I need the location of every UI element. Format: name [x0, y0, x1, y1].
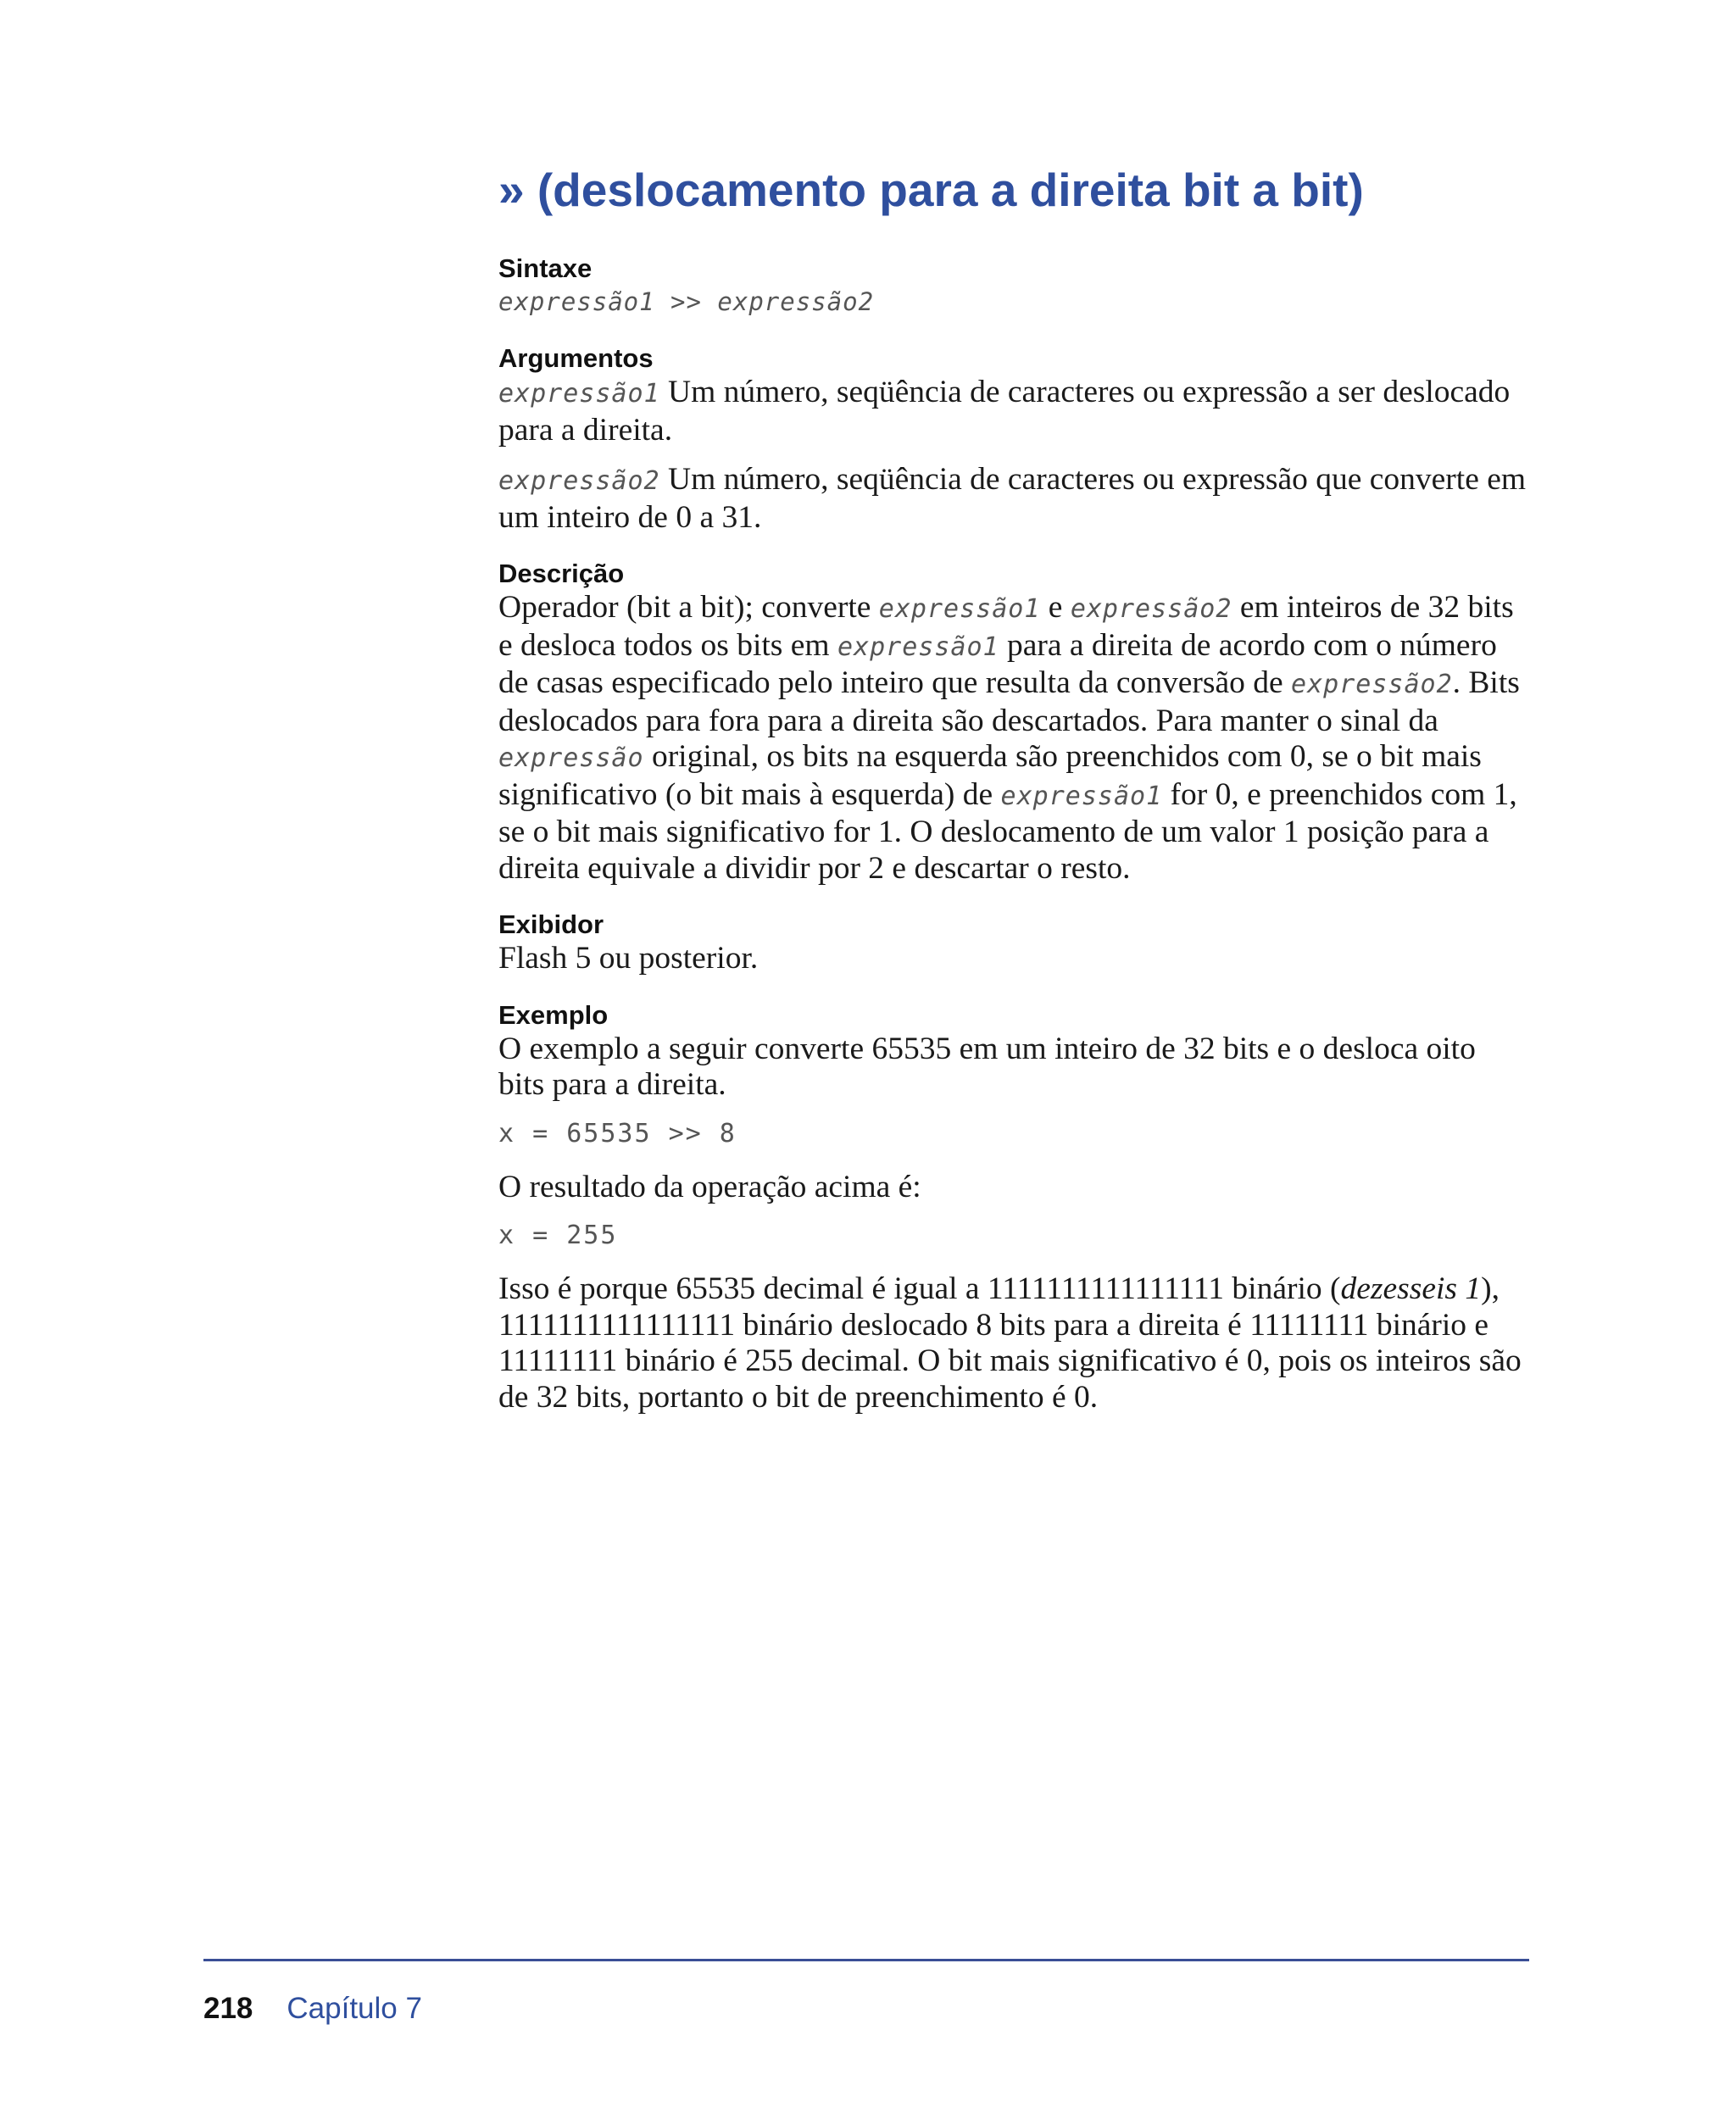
syntax-code: expressão1 >> expressão2: [498, 287, 875, 316]
example-result-intro: O resultado da operação acima é:: [498, 1169, 921, 1204]
description-paragraph: Operador (bit a bit); converte expressão1 e expressão2 em inteiros de 32 bits e desloca todos os bits em expressão1 para a direita de acordo com o número de casas especificado pelo inteiro que resulta da conversão de expressão2. Bits deslocados para fora para a direita são descartados. Para manter o sinal da expressão original, os bits na esquerda são preenchidos com 0, se o bit mais significativo (o bit mais à esquerda) de expressão1 for 0, e preenchidos com 1, se o bit mais significativo for 1. O deslocamento de um valor 1 posição para a direita equivale a dividir por 2 e descartar o resto.: [498, 590, 1520, 886]
syntax-heading: Sintaxe: [498, 253, 593, 283]
player-heading: Exibidor: [498, 909, 604, 939]
argument-term: expressão2: [498, 466, 660, 496]
example-heading: Exemplo: [498, 999, 609, 1030]
code-term: expressão2: [1291, 670, 1453, 699]
code-term: expressão: [498, 743, 644, 773]
example-intro: O exemplo a seguir converte 65535 em um inteiro de 32 bits e o desloca oito bits para a direita.: [498, 1031, 1476, 1102]
arguments-heading: Argumentos: [498, 343, 654, 373]
page-content: [498, 159, 1528, 1429]
player-text: Flash 5 ou posterior.: [498, 941, 759, 976]
code-term: expressão2: [1070, 594, 1232, 624]
page-title: » (deslocamento para a direita bit a bit): [498, 164, 1364, 216]
argument-item: [498, 462, 1528, 536]
footer-rule: [203, 1959, 1529, 1961]
page-number: 218: [203, 1992, 253, 2025]
example-code-block: x = 65535 >> 8: [498, 1118, 737, 1148]
argument-item: [498, 375, 1528, 448]
argument-term: expressão1: [498, 379, 660, 409]
description-heading: Descrição: [498, 559, 625, 588]
argument-text: Um número, seqüência de caracteres ou expressão a ser deslocado para a direita.: [498, 375, 1511, 448]
page-footer: [203, 1990, 422, 2027]
chapter-label: Capítulo 7: [287, 1992, 422, 2025]
example-explanation: Isso é porque 65535 decimal é igual a 1111111111111111 binário (dezesseis 1), 1111111111111111 binário deslocado 8 bits para a direita é 11111111 binário e 11111111 binário é 255 decimal. O bit mais significativo é 0, pois os inteiros são de 32 bits, portanto o bit de preenchimento é 0.: [498, 1271, 1522, 1415]
italic-term: dezesseis 1: [1340, 1271, 1482, 1306]
argument-text: Um número, seqüência de caracteres ou expressão que converte em um inteiro de 0 a 31.: [498, 462, 1527, 535]
code-term: expressão1: [837, 631, 999, 662]
code-term: expressão1: [878, 594, 1041, 624]
code-term: expressão1: [1000, 781, 1163, 811]
example-result-code: x = 255: [498, 1221, 618, 1250]
